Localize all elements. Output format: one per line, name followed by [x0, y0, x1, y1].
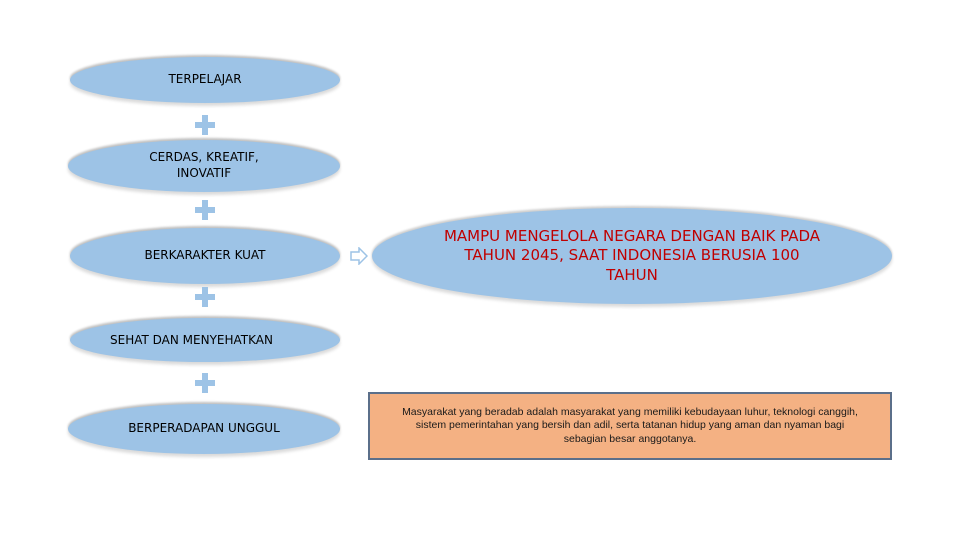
- plus-icon: [195, 287, 215, 307]
- step-berperadapan-unggul: [68, 404, 340, 454]
- step-terpelajar: [70, 57, 340, 103]
- step-cerdas-kreatif-inovatif: [68, 140, 340, 192]
- step-label: TERPELAJAR: [168, 72, 242, 87]
- definition-text: Masyarakat yang beradab adalah masyarakat yang memiliki kebudayaan luhur, teknologi canggih, sistem pemerintahan yang bersih dan adil, serta tatanan hidup yang aman dan nyaman bagi sebagian besar anggotanya.: [402, 405, 858, 445]
- step-label: SEHAT DAN MENYEHATKAN: [110, 333, 273, 347]
- arrow-right-icon: [350, 247, 368, 265]
- plus-icon: [195, 373, 215, 393]
- plus-icon: [195, 115, 215, 135]
- definition-box: [368, 392, 892, 460]
- goal-ellipse: [372, 208, 892, 304]
- step-label: CERDAS, KREATIF, INOVATIF: [149, 150, 259, 180]
- step-sehat-dan-menyehatkan: [70, 318, 340, 362]
- step-label: BERPERADAPAN UNGGUL: [128, 421, 280, 436]
- step-berkarakter-kuat: [70, 228, 340, 284]
- step-label: BERKARAKTER KUAT: [144, 248, 266, 263]
- goal-text: MAMPU MENGELOLA NEGARA DENGAN BAIK PADA TAHUN 2045, SAAT INDONESIA BERUSIA 100 TAHUN: [443, 226, 821, 284]
- plus-icon: [195, 200, 215, 220]
